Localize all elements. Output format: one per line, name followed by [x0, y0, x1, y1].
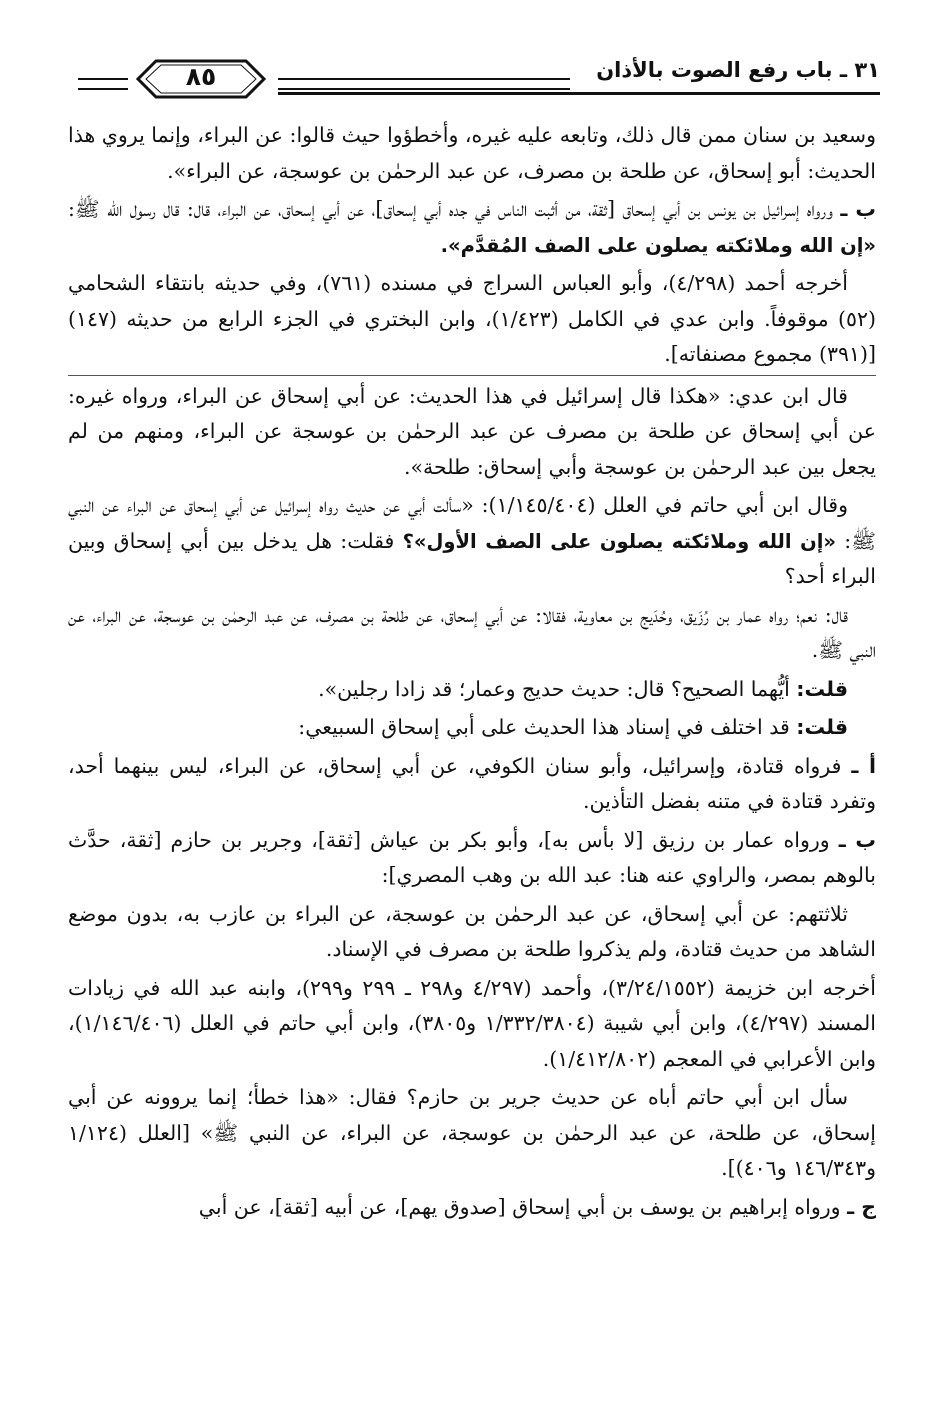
paragraph-13: سأل ابن أبي حاتم أباه عن حديث جرير بن حازم؟ فقال: «هذا خطأ؛ إنما يروونه عن أبي إسحاق، عن طلحة، عن عبد الرحمٰن بن عوسجة، عن البراء، عن النبي ﷺ» [العلل (١/١٢٤ و١٤٦/٣٤٣ و٤٠٦)].: [68, 1085, 876, 1180]
paragraph-label: قلت:: [796, 715, 848, 739]
paragraph-1: وسعيد بن سنان ممن قال ذلك، وتابعه عليه غيره، وأخطؤوا حيث قالوا: عن البراء، وإنما يروي هذا الحديث: أبو إسحاق، عن طلحة بن مصرف، عن عبد الرحمٰن بن عوسجة، عن البراء».: [68, 123, 876, 183]
page-number-badge: [134, 58, 268, 100]
paragraph-12: أخرجه ابن خزيمة (٣/٢٤/١٥٥٢)، وأحمد (٤/٢٩٧ و٢٩٨ ـ ٢٩٩ و٢٩٩)، وابنه عبد الله في زيادات المسند (٤/٢٩٧)، وابن أبي شيبة (١/٣٣٢/٣٨٠٤ و٣٨٠٥)، وابن أبي حاتم في العلل (١/١٤٦/٤٠٦)، وابن الأعرابي في المعجم (١/٤١٢/٨٠٢).: [68, 975, 876, 1071]
header-double-rule: [278, 78, 570, 90]
paragraph-label: قلت:: [796, 676, 848, 701]
paragraph-10: ب ـ ورواه عمار بن رزيق [لا بأس به]، وأبو بكر بن عياش [ثقة]، وجرير بن حازم [ثقة، حدَّث بالوهم بمصر، والراوي عنه هنا: عبد الله بن وهب المصري]:: [68, 827, 876, 887]
paragraph-label: ب ـ: [838, 827, 876, 852]
paragraph-6: قال: نعم؛ رواه عمار بن رُزَيق، وحُدَيج بن معاوية، فقالا: عن أبي إسحاق، عن طلحة بن مصرف، عن عبد الرحمٰن بن عوسجة، عن البراء، عن النبي ﷺ.: [68, 602, 876, 662]
page-number: ٨٥: [185, 62, 217, 91]
paragraph-9: أ ـ فرواه قتادة، وإسرائيل، وأبو سنان الكوفي، عن أبي إسحاق، عن البراء، ليس بينهما أحد، وتفرد قتادة في متنه بفضل التأذين.: [68, 753, 876, 813]
paragraph-7: قلت: أيُّهما الصحيح؟ قال: حديث حديج وعمار؛ قد زادا رجلين».: [318, 676, 848, 701]
running-title: ٣١ ـ باب رفع الصوت بالأذان: [596, 58, 880, 82]
divider: [68, 375, 876, 376]
paragraph-2: ب ـ ورواه إسرائيل بن يونس بن أبي إسحاق [ثقة، من أثبت الناس في جده أبي إسحاق]، عن أبي إسحاق، عن البراء، قال: قال رسول الله ﷺ: «إن الله وملائكته يصلون على الصف المُقدَّم».: [68, 197, 876, 257]
paragraph-8: قلت: قد اختلف في إسناد هذا الحديث على أبي إسحاق السبيعي:: [298, 715, 848, 739]
paragraph-3: أخرجه أحمد (٤/٢٩٨)، وأبو العباس السراج في مسنده (٧٦١)، وفي حديثه بانتقاء الشحامي (٥٢) موقوفاً. وابن عدي في الكامل (١/٤٢٣)، وابن البختري في الجزء الرابع من حديثه (١٤٧) [(٣٩١) مجموع مصنفاته].: [68, 271, 877, 366]
header-underline: [278, 92, 880, 95]
page-header: [78, 52, 880, 98]
paragraph-label: أ ـ: [851, 753, 876, 778]
paragraph-14: ج ـ ورواه إبراهيم بن يوسف بن أبي إسحاق [صدوق يهم]، عن أبيه [ثقة]، عن أبي: [198, 1194, 876, 1219]
page-body: [68, 118, 876, 1225]
paragraph-5: وقال ابن أبي حاتم في العلل (١/١٤٥/٤٠٤): «سألت أبي عن حديث رواه إسرائيل عن أبي إسحاق عن البراء عن النبي ﷺ: «إن الله وملائكته يصلون على الصف الأول»؟ فقلت: هل يدخل بين أبي إسحاق وبين البراء أحد؟: [68, 493, 876, 588]
header-double-rule-left: [78, 78, 128, 90]
hadith-text: «إن الله وملائكته يصلون على الصف المُقدَّم».: [440, 233, 876, 257]
paragraph-11: ثلاثتهم: عن أبي إسحاق، عن عبد الرحمٰن بن عوسجة، عن البراء بن عازب به، بدون موضع الشاهد من حديث قتادة، ولم يذكروا طلحة بن مصرف في الإسناد.: [68, 901, 876, 961]
hadith-text: «إن الله وملائكته يصلون على الصف الأول»؟: [402, 529, 837, 553]
paragraph-4: قال ابن عدي: «هكذا قال إسرائيل في هذا الحديث: عن أبي إسحاق عن البراء، ورواه غيره: عن أبي إسحاق عن طلحة بن مصرف عن عبد الرحمٰن بن عوسجة عن البراء، ومنهم من لم يجعل بين عبد الرحمٰن بن عوسجة وأبي إسحاق: طلحة».: [68, 383, 876, 479]
paragraph-label: ج ـ: [847, 1194, 876, 1219]
paragraph-label: ب ـ: [840, 197, 876, 221]
